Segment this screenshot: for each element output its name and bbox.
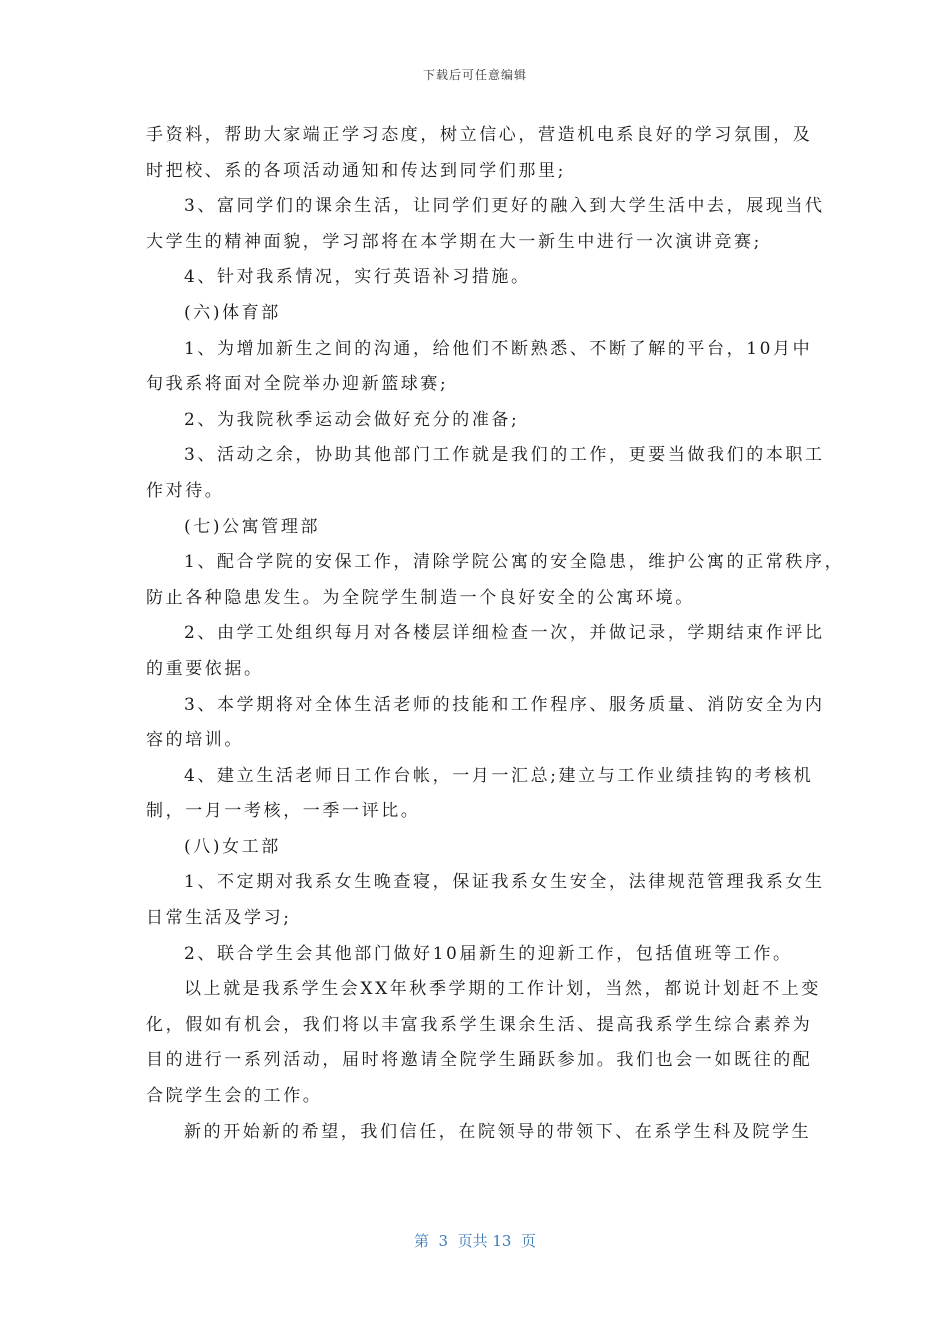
text-line: 化，假如有机会，我们将以丰富我系学生课余生活、提高我系学生综合素养为 — [146, 1014, 813, 1035]
text-line: 1、不定期对我系女生晚查寝，保证我系女生安全，法律规范管理我系女生 — [184, 872, 825, 893]
text-line: 制，一月一考核，一季一评比。 — [146, 801, 421, 822]
text-line: 新的开始新的希望，我们信任，在院领导的带领下、在系学生科及院学生 — [184, 1121, 812, 1142]
text-line: 日常生活及学习; — [146, 908, 292, 929]
text-line: (六)体育部 — [184, 302, 281, 323]
text-line: 1、配合学院的安保工作，清除学院公寓的安全隐患，维护公寓的正常秩序， — [184, 552, 845, 573]
text-line: 防止各种隐患发生。为全院学生制造一个良好安全的公寓环境。 — [146, 587, 695, 608]
text-line: 作对待。 — [146, 480, 225, 501]
text-line: 大学生的精神面貌，学习部将在本学期在大一新生中进行一次演讲竞赛; — [146, 231, 762, 252]
text-line: 手资料，帮助大家端正学习态度，树立信心，营造机电系良好的学习氛围，及 — [146, 125, 813, 145]
text-line: 容的培训。 — [146, 730, 244, 751]
text-line: 4、针对我系情况，实行英语补习措施。 — [184, 267, 531, 288]
text-line: 以上就是我系学生会XX年秋季学期的工作计划，当然，都说计划赶不上变 — [184, 979, 822, 1000]
page-header-note: 下载后可任意编辑 — [422, 68, 527, 82]
text-line: (七)公寓管理部 — [184, 516, 321, 537]
text-line: 3、活动之余，协助其他部门工作就是我们的工作，更要当做我们的本职工 — [184, 445, 825, 466]
text-line: 2、由学工处组织每月对各楼层详细检查一次，并做记录，学期结束作评比 — [184, 623, 825, 644]
page-number-footer: 第 3 页共 13 页 — [413, 1232, 536, 1250]
text-line: 目的进行一系列活动，届时将邀请全院学生踊跃参加。我们也会一如既往的配 — [146, 1050, 813, 1071]
text-line: 1、为增加新生之间的沟通，给他们不断熟悉、不断了解的平台，10月中 — [184, 338, 813, 359]
document-body — [146, 118, 845, 1150]
text-line: 旬我系将面对全院举办迎新篮球赛; — [146, 374, 449, 395]
text-line: 合院学生会的工作。 — [146, 1086, 323, 1107]
text-line: 2、联合学生会其他部门做好10届新生的迎新工作，包括值班等工作。 — [184, 943, 793, 964]
text-line: 的重要依据。 — [146, 658, 264, 679]
text-line: 3、富同学们的课余生活，让同学们更好的融入到大学生活中去，展现当代 — [184, 196, 825, 217]
text-line: 2、为我院秋季运动会做好充分的准备; — [184, 409, 520, 430]
text-line: (八)女工部 — [184, 836, 281, 857]
text-line: 3、本学期将对全体生活老师的技能和工作程序、服务质量、消防安全为内 — [184, 694, 825, 715]
text-line: 时把校、系的各项活动通知和传达到同学们那里; — [146, 160, 566, 181]
text-line: 4、建立生活老师日工作台帐，一月一汇总;建立与工作业绩挂钩的考核机 — [184, 765, 814, 786]
